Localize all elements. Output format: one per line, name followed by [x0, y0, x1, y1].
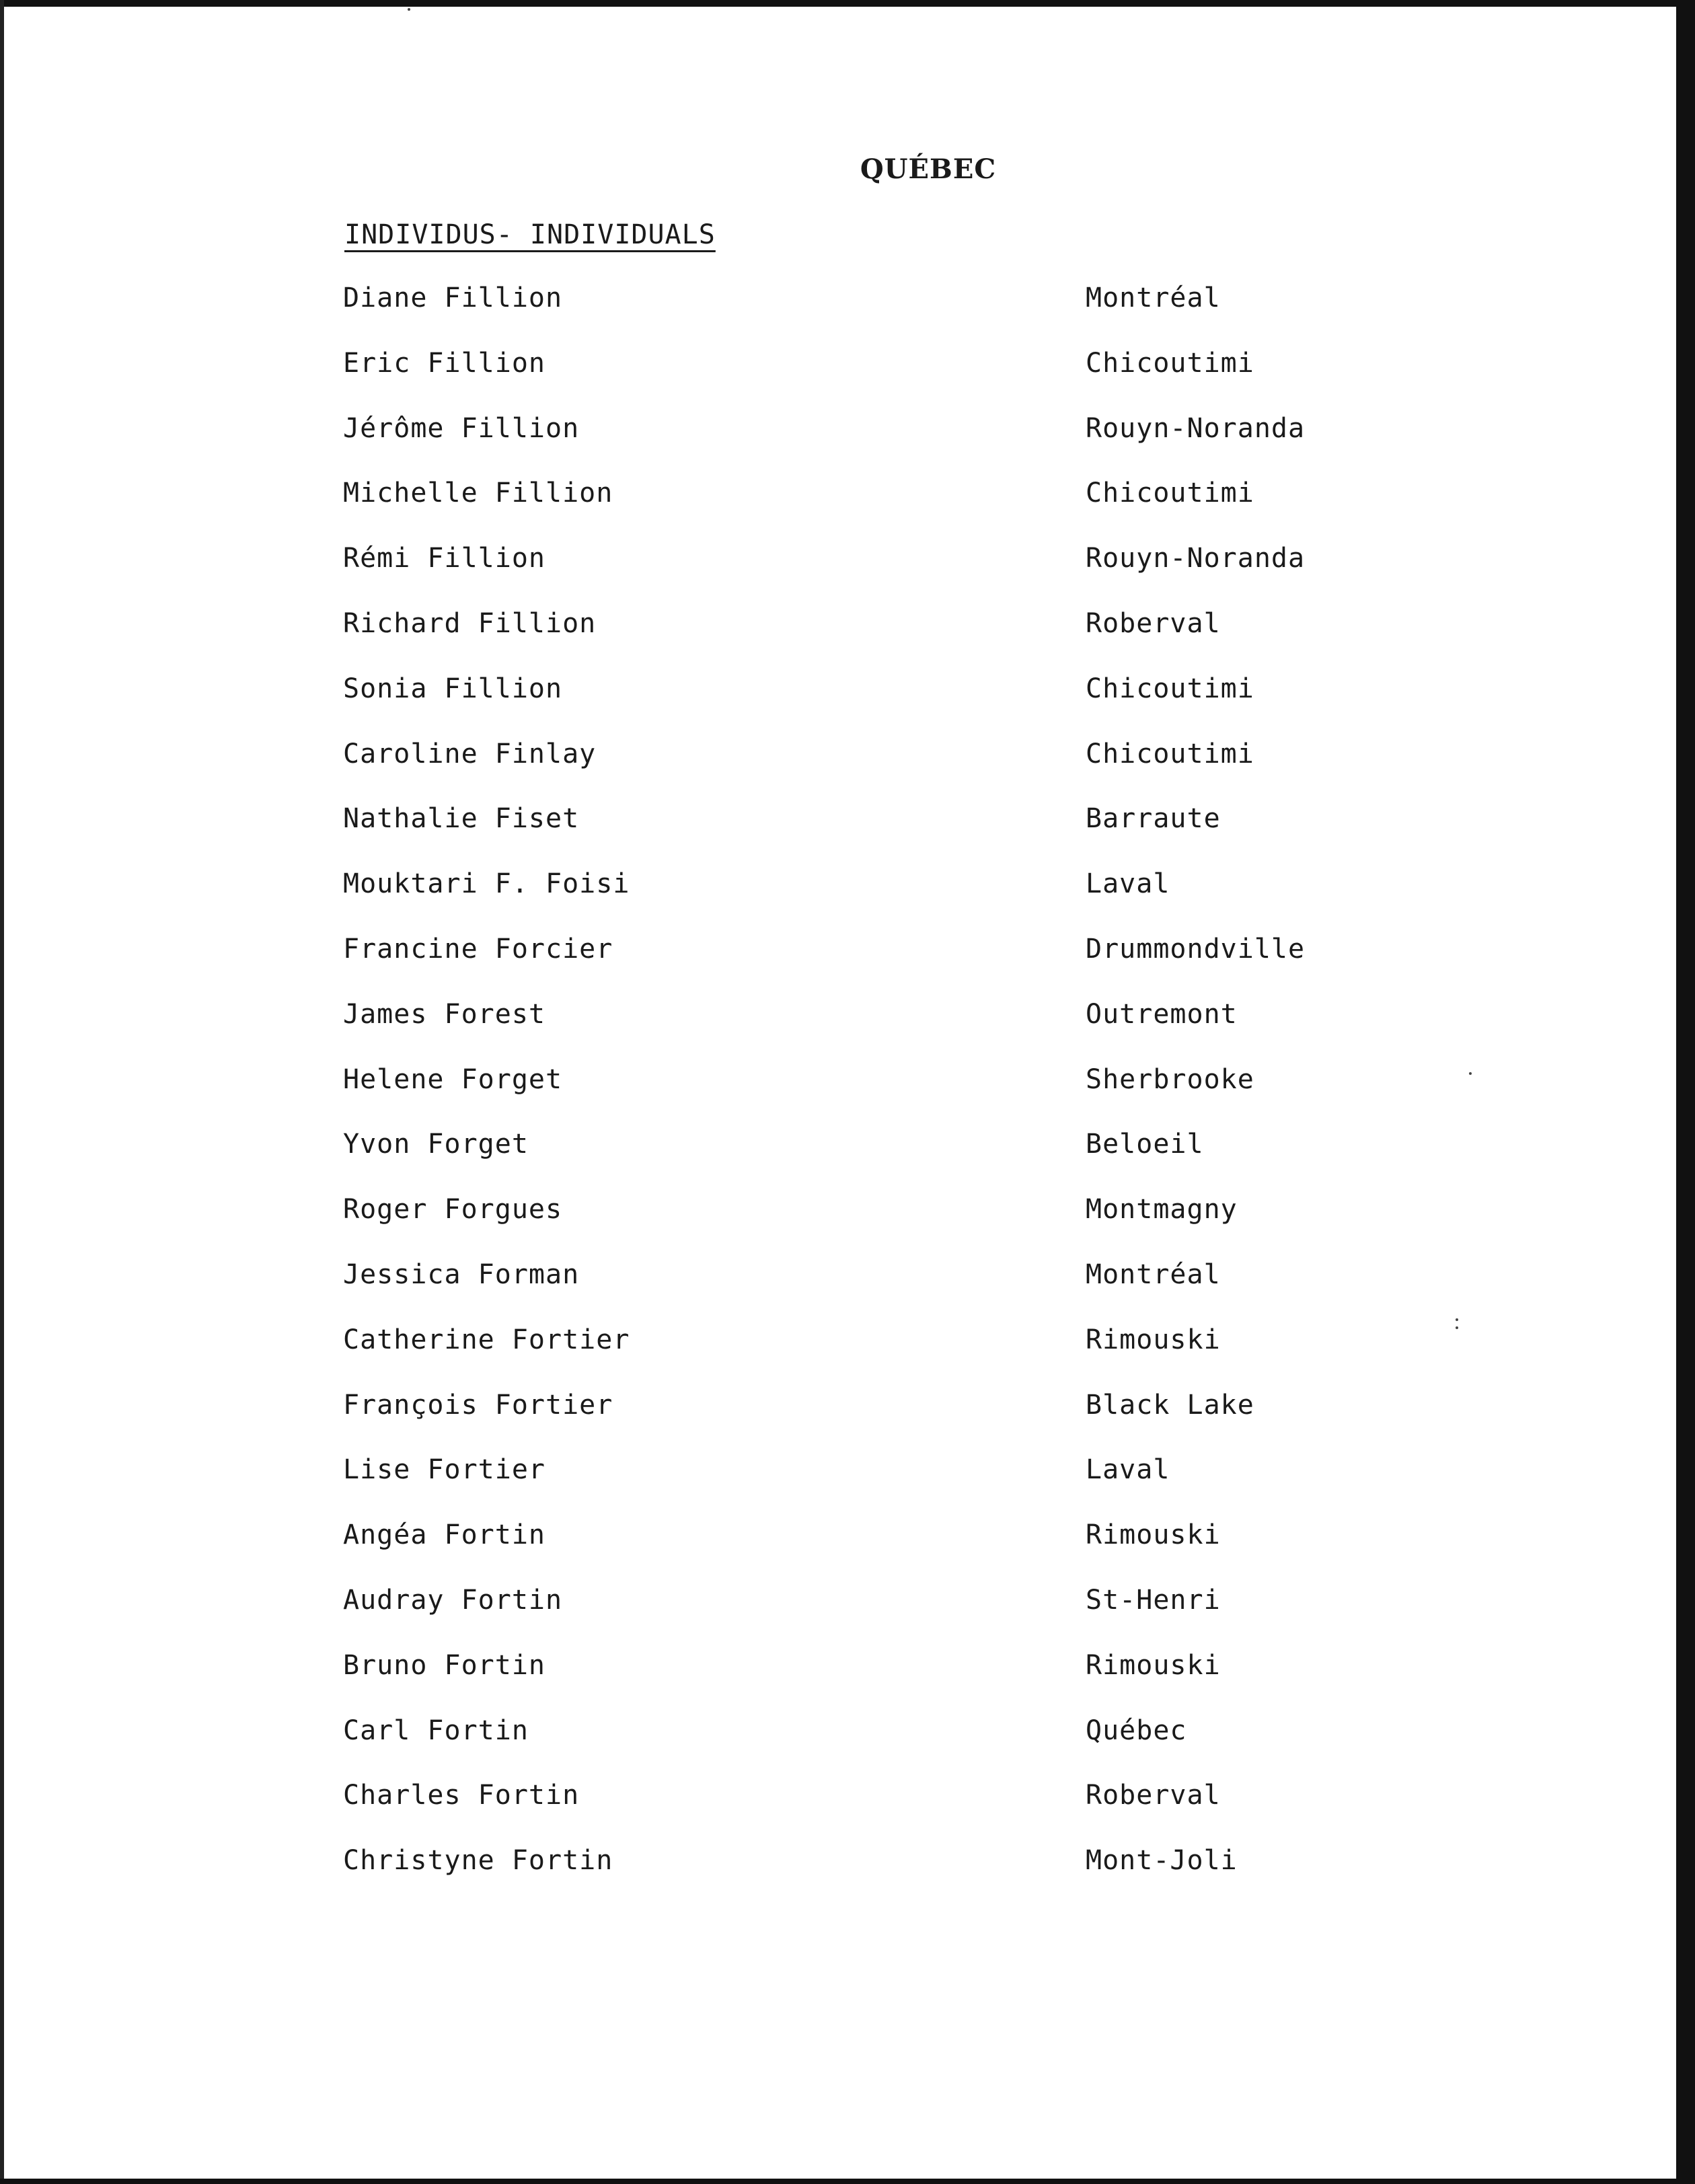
- individual-name: Yvon Forget: [343, 1129, 529, 1160]
- individual-name: François Fortier: [343, 1389, 613, 1421]
- individual-name: Eric Fillion: [343, 347, 545, 379]
- individual-city: St-Henri: [1086, 1584, 1221, 1616]
- individual-city: Chicoutimi: [1086, 738, 1254, 769]
- list-item: [0, 934, 1695, 999]
- list-item: [0, 1454, 1695, 1519]
- list-item: [0, 673, 1695, 739]
- individual-city: Outremont: [1086, 998, 1238, 1030]
- individual-name: Richard Fillion: [343, 607, 597, 639]
- individual-city: Rimouski: [1086, 1519, 1221, 1551]
- individual-name: Roger Forgues: [343, 1194, 563, 1226]
- individual-city: Laval: [1086, 1454, 1170, 1486]
- individual-name: Caroline Finlay: [343, 738, 597, 769]
- individual-name: Christyne Fortin: [343, 1845, 613, 1877]
- individual-city: Rimouski: [1086, 1324, 1221, 1355]
- individual-name: Lise Fortier: [343, 1454, 545, 1486]
- list-item: [0, 1780, 1695, 1845]
- list-item: [0, 868, 1695, 934]
- individual-city: Black Lake: [1086, 1389, 1254, 1421]
- list-item: [0, 1845, 1695, 1910]
- individual-city: Chicoutimi: [1086, 478, 1254, 509]
- individual-name: Jessica Forman: [343, 1258, 580, 1290]
- list-item: [0, 1650, 1695, 1715]
- list-item: [0, 348, 1695, 413]
- list-item: [0, 1519, 1695, 1585]
- page-title: QUÉBEC: [860, 153, 997, 185]
- list-item: [0, 1324, 1695, 1390]
- individual-city: Montréal: [1086, 283, 1221, 313]
- list-item: [0, 1715, 1695, 1780]
- individual-city: Montréal: [1086, 1258, 1221, 1290]
- list-item: [0, 283, 1695, 348]
- individual-city: Rouyn-Noranda: [1086, 543, 1306, 574]
- individual-city: Québec: [1086, 1715, 1187, 1746]
- individual-name: Francine Forcier: [343, 933, 613, 965]
- page-edge-bottom: [0, 2179, 1695, 2184]
- individual-city: Barraute: [1086, 803, 1221, 835]
- individual-city: Roberval: [1086, 1780, 1221, 1811]
- list-item: [0, 413, 1695, 478]
- individual-name: Diane Fillion: [343, 283, 563, 313]
- individual-name: Catherine Fortier: [343, 1324, 630, 1355]
- list-item: [0, 803, 1695, 868]
- individual-city: Sherbrooke: [1086, 1063, 1254, 1095]
- individual-name: James Forest: [343, 998, 545, 1030]
- individual-name: Audray Fortin: [343, 1584, 563, 1616]
- list-item: [0, 739, 1695, 804]
- scan-speck: [408, 8, 410, 11]
- individual-city: Laval: [1086, 868, 1170, 900]
- list-item: [0, 999, 1695, 1064]
- individual-city: Beloeil: [1086, 1129, 1204, 1160]
- individual-name: Charles Fortin: [343, 1780, 580, 1811]
- individual-city: Roberval: [1086, 607, 1221, 639]
- individual-city: Montmagny: [1086, 1194, 1238, 1226]
- page-edge-top: [0, 0, 1695, 7]
- individual-name: Mouktari F. Foisi: [343, 868, 630, 900]
- individual-name: Bruno Fortin: [343, 1649, 545, 1681]
- individual-city: Rimouski: [1086, 1649, 1221, 1681]
- section-heading: INDIVIDUS- INDIVIDUALS: [344, 219, 716, 250]
- list-item: [0, 1194, 1695, 1259]
- individual-city: Drummondville: [1086, 933, 1306, 965]
- individual-name: Rémi Fillion: [343, 543, 545, 574]
- list-item: [0, 543, 1695, 608]
- individual-city: Rouyn-Noranda: [1086, 412, 1306, 444]
- individual-name: Nathalie Fiset: [343, 803, 580, 835]
- individual-name: Jérôme Fillion: [343, 412, 580, 444]
- individual-city: Chicoutimi: [1086, 347, 1254, 379]
- individual-city: Chicoutimi: [1086, 673, 1254, 704]
- list-item: [0, 1390, 1695, 1455]
- list-item: [0, 1259, 1695, 1324]
- individual-name: Sonia Fillion: [343, 673, 563, 704]
- individual-name: Michelle Fillion: [343, 478, 613, 509]
- list-item: [0, 478, 1695, 543]
- individual-name: Angéa Fortin: [343, 1519, 545, 1551]
- individual-name: Helene Forget: [343, 1063, 563, 1095]
- individual-city: Mont-Joli: [1086, 1845, 1238, 1877]
- list-item: [0, 1064, 1695, 1129]
- list-item: [0, 608, 1695, 673]
- list-item: [0, 1585, 1695, 1650]
- individuals-list: [0, 283, 1695, 1910]
- individual-name: Carl Fortin: [343, 1715, 529, 1746]
- list-item: [0, 1129, 1695, 1194]
